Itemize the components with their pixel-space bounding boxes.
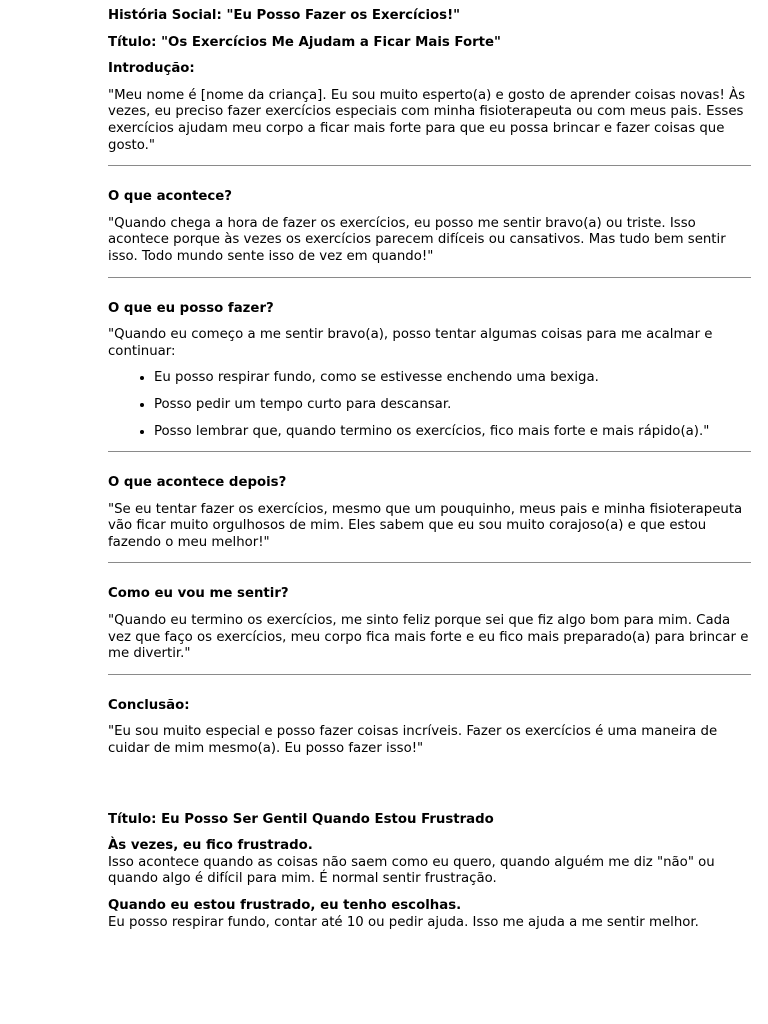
section-heading-what-happens: O que acontece? <box>108 189 233 205</box>
story2-text-frustrated: Isso acontece quando as coisas não saem como eu quero, quando alguém me diz "não" ou quando algo é difícil para mim. É normal sentir frustração. <box>108 854 715 887</box>
story2-heading-choices: Quando eu estou frustrado, eu tenho escolhas. <box>108 898 462 913</box>
story-heading: História Social: "Eu Posso Fazer os Exercícios!" <box>108 8 461 23</box>
section-text-how-will-i-feel: "Quando eu termino os exercícios, me sinto feliz porque sei que fiz algo bom para mim. Cada vez que faço os exercícios, meu corpo fica mais forte e eu fico mais preparado(a) para brincar e me divertir." <box>108 613 749 662</box>
story-title: Título: "Os Exercícios Me Ajudam a Ficar Mais Forte" <box>108 34 501 50</box>
list-item: • Posso pedir um tempo curto para descansar. <box>154 397 751 414</box>
section-text-what-happens: "Quando chega a hora de fazer os exercícios, eu posso me sentir bravo(a) ou triste. Isso acontece porque às vezes os exercícios parecem difíceis ou cansativos. Mas tudo bem sentir isso. Todo mundo sente isso de vez em quando!" <box>108 215 726 264</box>
story2-heading-frustrated: Às vezes, eu fico frustrado. <box>108 838 313 854</box>
section-heading-how-will-i-feel: Como eu vou me sentir? <box>108 586 289 602</box>
section-divider <box>108 451 751 452</box>
section-divider <box>108 562 751 563</box>
section-divider <box>108 165 751 166</box>
conclusion-heading: Conclusão: <box>108 697 190 713</box>
document-page <box>108 8 751 931</box>
section-text-what-can-i-do: "Quando eu começo a me sentir bravo(a), posso tentar algumas coisas para me acalmar e continuar: <box>108 327 713 359</box>
story2-text-choices: Eu posso respirar fundo, contar até 10 ou pedir ajuda. Isso me ajuda a me sentir melhor. <box>108 914 699 930</box>
section-heading-what-can-i-do: O que eu posso fazer? <box>108 300 274 316</box>
list-item: • Eu posso respirar fundo, como se estivesse enchendo uma bexiga. <box>154 370 751 387</box>
section-divider <box>108 674 751 675</box>
intro-heading: Introdução: <box>108 61 195 77</box>
intro-text: "Meu nome é [nome da criança]. Eu sou muito esperto(a) e gosto de aprender coisas novas! Às vezes, eu preciso fazer exercícios especiais com minha fisioterapeuta ou com meus pais. Esses exercícios ajudam meu corpo a ficar mais forte para que eu possa brincar e fazer coisas que gosto." <box>108 87 746 153</box>
story2-title: Título: Eu Posso Ser Gentil Quando Estou Frustrado <box>108 811 494 827</box>
section-heading-what-happens-after: O que acontece depois? <box>108 475 287 491</box>
coping-list <box>108 370 751 440</box>
section-text-what-happens-after: "Se eu tentar fazer os exercícios, mesmo que um pouquinho, meus pais e minha fisioterapeuta vão ficar muito orgulhosos de mim. Eles sabem que eu sou muito corajoso(a) e que estou fazendo o meu melhor!" <box>108 501 743 550</box>
conclusion-text: "Eu sou muito especial e posso fazer coisas incríveis. Fazer os exercícios é uma maneira de cuidar de mim mesmo(a). Eu posso fazer isso!" <box>108 724 718 757</box>
list-item: • Posso lembrar que, quando termino os exercícios, fico mais forte e mais rápido(a)." <box>154 424 751 441</box>
section-divider <box>108 277 751 278</box>
